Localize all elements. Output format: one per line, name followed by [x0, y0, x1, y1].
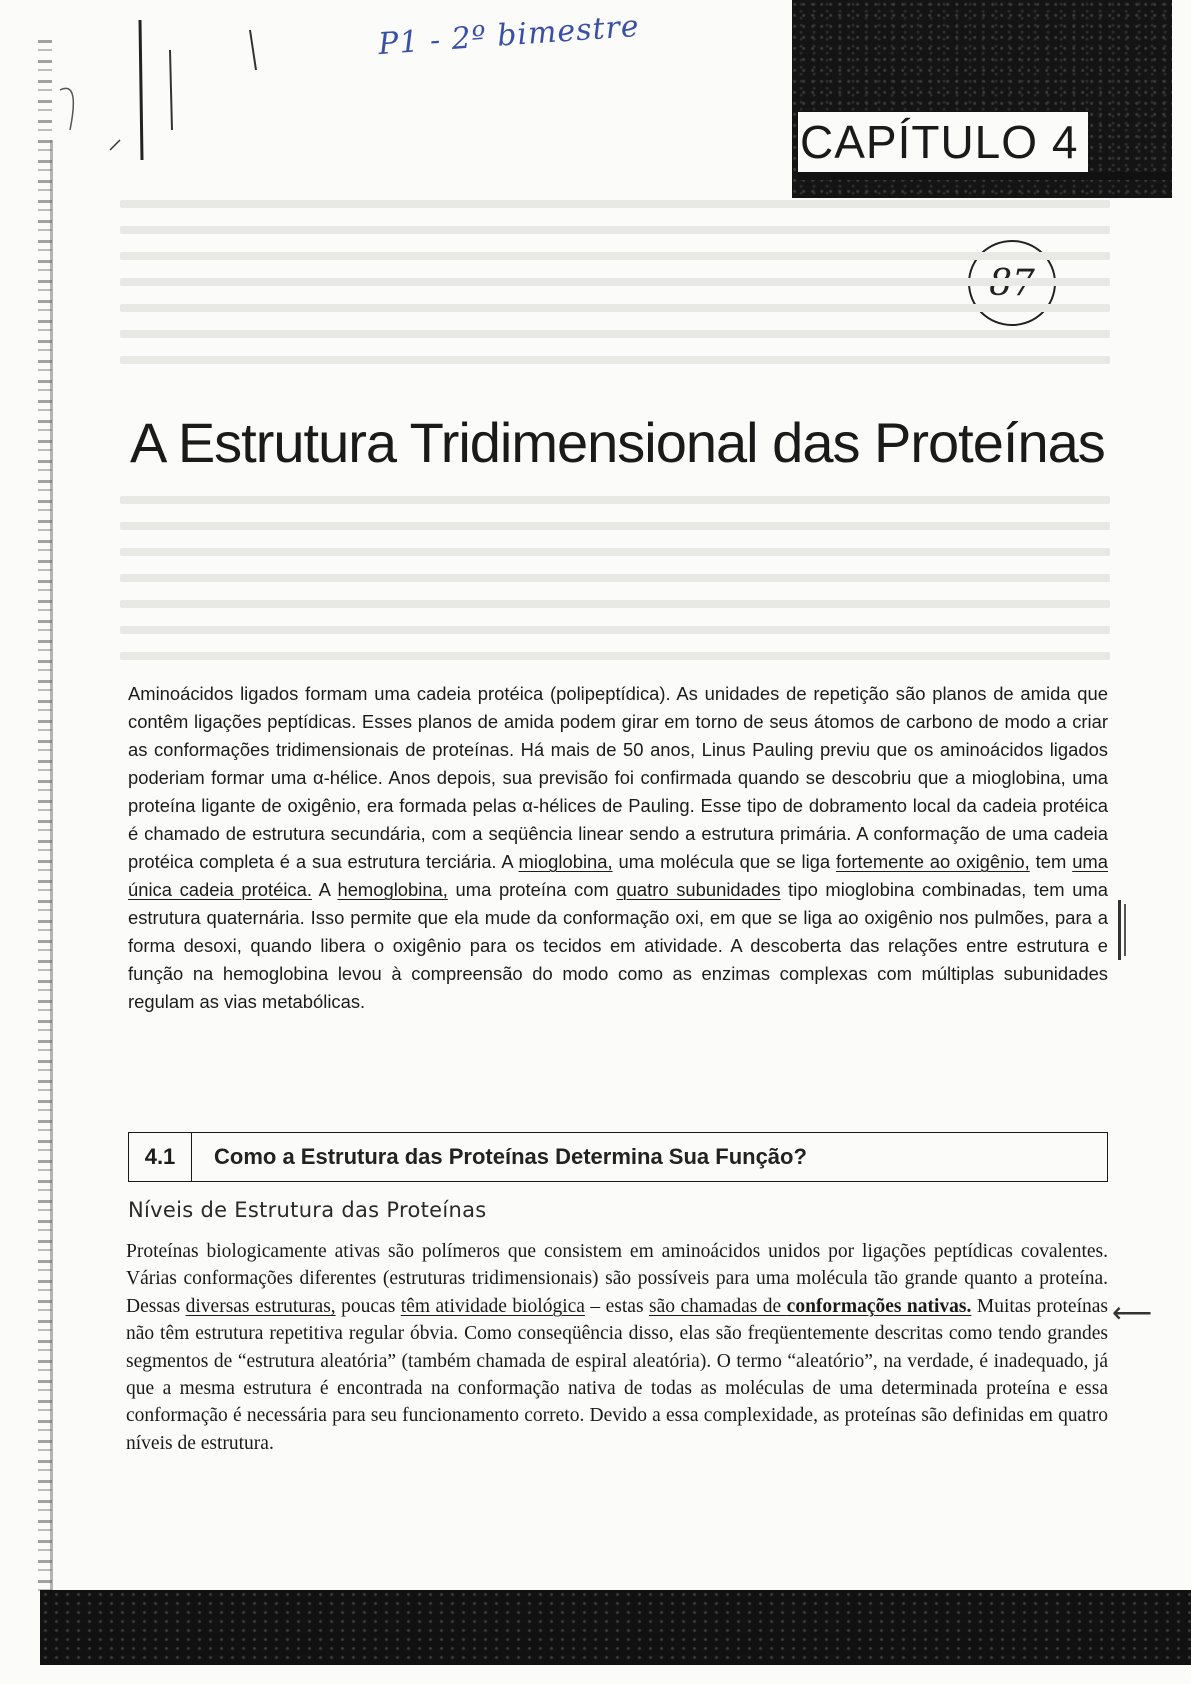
- pen-marks: [20, 10, 280, 230]
- show-through-line: [120, 330, 1110, 338]
- section-header: [128, 1132, 1108, 1182]
- show-through-line: [120, 522, 1110, 530]
- margin-arrow: ⟵: [1112, 1297, 1153, 1328]
- show-through-line: [120, 548, 1110, 556]
- chapter-label: CAPÍTULO 4: [798, 112, 1088, 172]
- bottom-scan-band: [40, 1590, 1191, 1665]
- body-paragraph: Proteínas biologicamente ativas são polímeros que consistem em aminoácidos unidos por ligações peptídicas covalentes. Várias conformações diferentes (estruturas tridimensionais) são possíveis para uma molécula tão grande quanto a proteína. Dessas diversas estruturas, poucas têm atividade biológica – estas são chamadas de conformações nativas. Muitas proteínas não têm estrutura repetitiva regular óbvia. Como conseqüência disso, elas são freqüentemente descritas como tendo grandes segmentos de “estrutura aleatória” (também chamada de espiral aleatória). O termo “aleatório”, na verdade, é inadequado, já que a mesma estrutura é encontrada na conformação nativa de todas as moléculas de uma determinada proteína e essa conformação é necessária para seu funcionamento correto. Devido a essa complexidade, as proteínas são definidas em quatro níveis de estrutura.: [126, 1241, 1108, 1454]
- handwritten-note: P1 - 2º bimestre: [377, 8, 641, 63]
- section-title: Como a Estrutura das Proteínas Determina Sua Função?: [214, 1144, 807, 1169]
- chapter-rule: [798, 172, 1172, 180]
- show-through-line: [120, 600, 1110, 608]
- show-through-line: [120, 200, 1110, 208]
- show-through-line: [120, 626, 1110, 634]
- show-through-line: [120, 226, 1110, 234]
- section-number: 4.1: [129, 1133, 192, 1181]
- show-through-line: [120, 356, 1110, 364]
- margin-mark: [1118, 900, 1121, 960]
- chapter-title: A Estrutura Tridimensional das Proteínas: [130, 411, 1105, 474]
- show-through-line: [120, 278, 1110, 286]
- show-through-line: [120, 252, 1110, 260]
- margin-mark: [1124, 904, 1126, 956]
- binding-line: [50, 140, 53, 1600]
- show-through-line: [120, 574, 1110, 582]
- show-through-line: [120, 304, 1110, 312]
- chapter-abstract: Aminoácidos ligados formam uma cadeia protéica (polipeptídica). As unidades de repetição são planos de amida que contêm ligações peptídicas. Esses planos de amida podem girar em torno de seus átomos de carbono de modo a criar as conformações tridimensionais de proteínas. Há mais de 50 anos, Linus Pauling previu que os aminoácidos ligados poderiam formar uma α-hélice. Anos depois, sua previsão foi confirmada quando se descobriu que a mioglobina, uma proteína ligante de oxigênio, era formada pelas α-hélices de Pauling. Esse tipo de dobramento local da cadeia protéica é chamado de estrutura secundária, com a seqüência linear sendo a estrutura primária. A conformação de uma cadeia protéica completa é a sua estrutura terciária. A mioglobina, uma molécula que se liga fortemente ao oxigênio, tem uma única cadeia protéica. A hemoglobina, uma proteína com quatro subunidades tipo mioglobina combinadas, tem uma estrutura quaternária. Isso permite que ela mude da conformação oxi, em que se liga ao oxigênio nos pulmões, para a forma desoxi, quando libera o oxigênio para os tecidos em atividade. A descoberta das relações entre estrutura e função na hemoglobina levou à compreensão do modo como as enzimas complexas com múltiplas subunidades regulam as vias metabólicas.: [128, 683, 1108, 1012]
- show-through-line: [120, 652, 1110, 660]
- subsection-title: Níveis de Estrutura das Proteínas: [128, 1198, 487, 1222]
- show-through-line: [120, 496, 1110, 504]
